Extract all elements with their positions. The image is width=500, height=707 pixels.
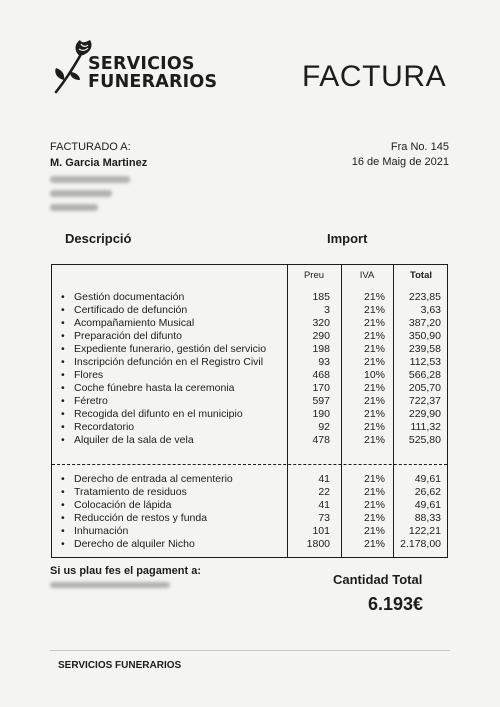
item-description: • Gestión documentación xyxy=(74,291,184,304)
redacted-address-line xyxy=(50,176,130,183)
item-vat: 21% xyxy=(363,304,385,316)
item-description: • Coche fúnebre hasta la ceremonia xyxy=(74,382,235,395)
item-price: 468 xyxy=(312,369,330,381)
item-description: • Reducción de restos y funda xyxy=(74,512,207,525)
item-total: 111,32 xyxy=(410,421,441,433)
item-total: 2.178,00 xyxy=(400,538,441,550)
item-total: 49,61 xyxy=(414,499,441,511)
table-row xyxy=(52,343,447,356)
item-price: 198 xyxy=(312,343,330,355)
column-header-total: Total xyxy=(410,270,432,281)
item-description: • Colocación de lápida xyxy=(74,499,171,512)
invoice-number: Fra No. 145 xyxy=(390,141,449,153)
item-price: 478 xyxy=(312,434,330,446)
total-label: Cantidad Total xyxy=(333,572,423,587)
item-price: 170 xyxy=(312,382,330,394)
item-price: 185 xyxy=(312,291,330,303)
redacted-address-line xyxy=(50,190,112,197)
table-row xyxy=(52,395,447,408)
item-description: • Certificado de defunción xyxy=(74,304,187,317)
item-vat: 21% xyxy=(363,421,385,433)
item-description: • Alquiler de la sala de vela xyxy=(74,434,194,447)
item-description: • Expediente funerario, gestión del servicio xyxy=(74,343,266,356)
column-header-iva: IVA xyxy=(359,270,375,281)
document-title: FACTURA xyxy=(302,60,447,93)
group-separator xyxy=(52,464,447,465)
item-description: • Derecho de entrada al cementerio xyxy=(74,473,233,486)
item-vat: 21% xyxy=(363,538,385,550)
table-row xyxy=(52,434,447,447)
brand-line-1: SERVICIOS xyxy=(88,54,195,74)
item-vat: 21% xyxy=(363,382,385,394)
item-vat: 21% xyxy=(363,408,385,420)
item-total: 566,28 xyxy=(408,369,441,381)
item-description: • Inhumación xyxy=(74,525,128,538)
item-total: 26,62 xyxy=(414,486,441,498)
item-description: • Recordatorio xyxy=(74,421,134,434)
brand-name xyxy=(88,55,217,91)
item-total: 49,61 xyxy=(414,473,441,485)
item-vat: 10% xyxy=(363,369,385,381)
item-vat: 21% xyxy=(363,356,385,368)
item-price: 93 xyxy=(318,356,330,368)
item-total: 387,20 xyxy=(408,317,441,329)
item-total: 350,90 xyxy=(408,330,441,342)
item-price: 92 xyxy=(318,421,330,433)
item-description: • Féretro xyxy=(74,395,108,408)
item-vat: 21% xyxy=(363,512,385,524)
item-price: 3 xyxy=(324,304,330,316)
company-logo xyxy=(50,36,240,100)
item-total: 722,37 xyxy=(408,395,441,407)
table-row xyxy=(52,499,447,512)
billed-to-label: FACTURADO A: xyxy=(50,141,131,153)
item-price: 22 xyxy=(318,486,330,498)
item-price: 290 xyxy=(312,330,330,342)
item-vat: 21% xyxy=(363,525,385,537)
item-total: 122,21 xyxy=(408,525,441,537)
table-row xyxy=(52,421,447,434)
item-price: 101 xyxy=(312,525,330,537)
item-description: • Recogida del difunto en el municipio xyxy=(74,408,243,421)
item-total: 112,53 xyxy=(409,356,441,368)
description-heading: Descripció xyxy=(65,231,132,246)
table-row xyxy=(52,317,447,330)
footer-divider xyxy=(50,650,450,651)
item-vat: 21% xyxy=(363,291,385,303)
client-name: M. Garcia Martinez xyxy=(50,157,148,169)
item-vat: 21% xyxy=(363,317,385,329)
item-vat: 21% xyxy=(363,499,385,511)
total-amount: 6.193€ xyxy=(368,594,424,614)
item-total: 3,63 xyxy=(420,304,441,316)
brand-line-2: FUNERARIOS xyxy=(88,72,218,92)
item-vat: 21% xyxy=(363,395,385,407)
item-vat: 21% xyxy=(363,434,385,446)
invoice-date: 16 de Maig de 2021 xyxy=(351,156,449,168)
table-row xyxy=(52,291,447,304)
item-description: • Inscripción defunción en el Registro Civil xyxy=(74,356,263,369)
redacted-payment-account xyxy=(50,582,170,588)
column-header-preu: Preu xyxy=(303,270,325,281)
table-row xyxy=(52,486,447,499)
item-total: 88,33 xyxy=(414,512,441,524)
table-row xyxy=(52,512,447,525)
item-vat: 21% xyxy=(363,343,385,355)
table-row xyxy=(52,538,447,551)
payment-label: Si us plau fes el pagament a: xyxy=(50,565,201,577)
table-row xyxy=(52,473,447,486)
item-description: • Tratamiento de residuos xyxy=(74,486,187,499)
item-total: 239,58 xyxy=(408,343,441,355)
table-row xyxy=(52,304,447,317)
item-price: 73 xyxy=(318,512,330,524)
item-vat: 21% xyxy=(363,486,385,498)
item-description: • Preparación del difunto xyxy=(74,330,182,343)
table-row xyxy=(52,525,447,538)
table-row xyxy=(52,408,447,421)
item-description: • Acompañamiento Musical xyxy=(74,317,194,330)
table-row xyxy=(52,356,447,369)
table-row xyxy=(52,330,447,343)
item-price: 597 xyxy=(312,395,330,407)
table-row xyxy=(52,369,447,382)
import-heading: Import xyxy=(327,231,368,246)
item-vat: 21% xyxy=(363,330,385,342)
item-price: 320 xyxy=(312,317,330,329)
item-total: 229,90 xyxy=(408,408,441,420)
item-price: 41 xyxy=(318,473,330,485)
item-price: 1800 xyxy=(306,538,330,550)
items-table xyxy=(51,264,448,558)
item-price: 41 xyxy=(318,499,330,511)
item-total: 223,85 xyxy=(408,291,441,303)
item-total: 525,80 xyxy=(408,434,441,446)
item-price: 190 xyxy=(312,408,330,420)
item-vat: 21% xyxy=(363,473,385,485)
item-description: • Derecho de alquiler Nicho xyxy=(74,538,195,551)
footer-brand: SERVICIOS FUNERARIOS xyxy=(58,660,182,671)
item-total: 205,70 xyxy=(408,382,441,394)
table-row xyxy=(52,382,447,395)
item-description: • Flores xyxy=(74,369,103,382)
redacted-address-line xyxy=(50,204,98,211)
